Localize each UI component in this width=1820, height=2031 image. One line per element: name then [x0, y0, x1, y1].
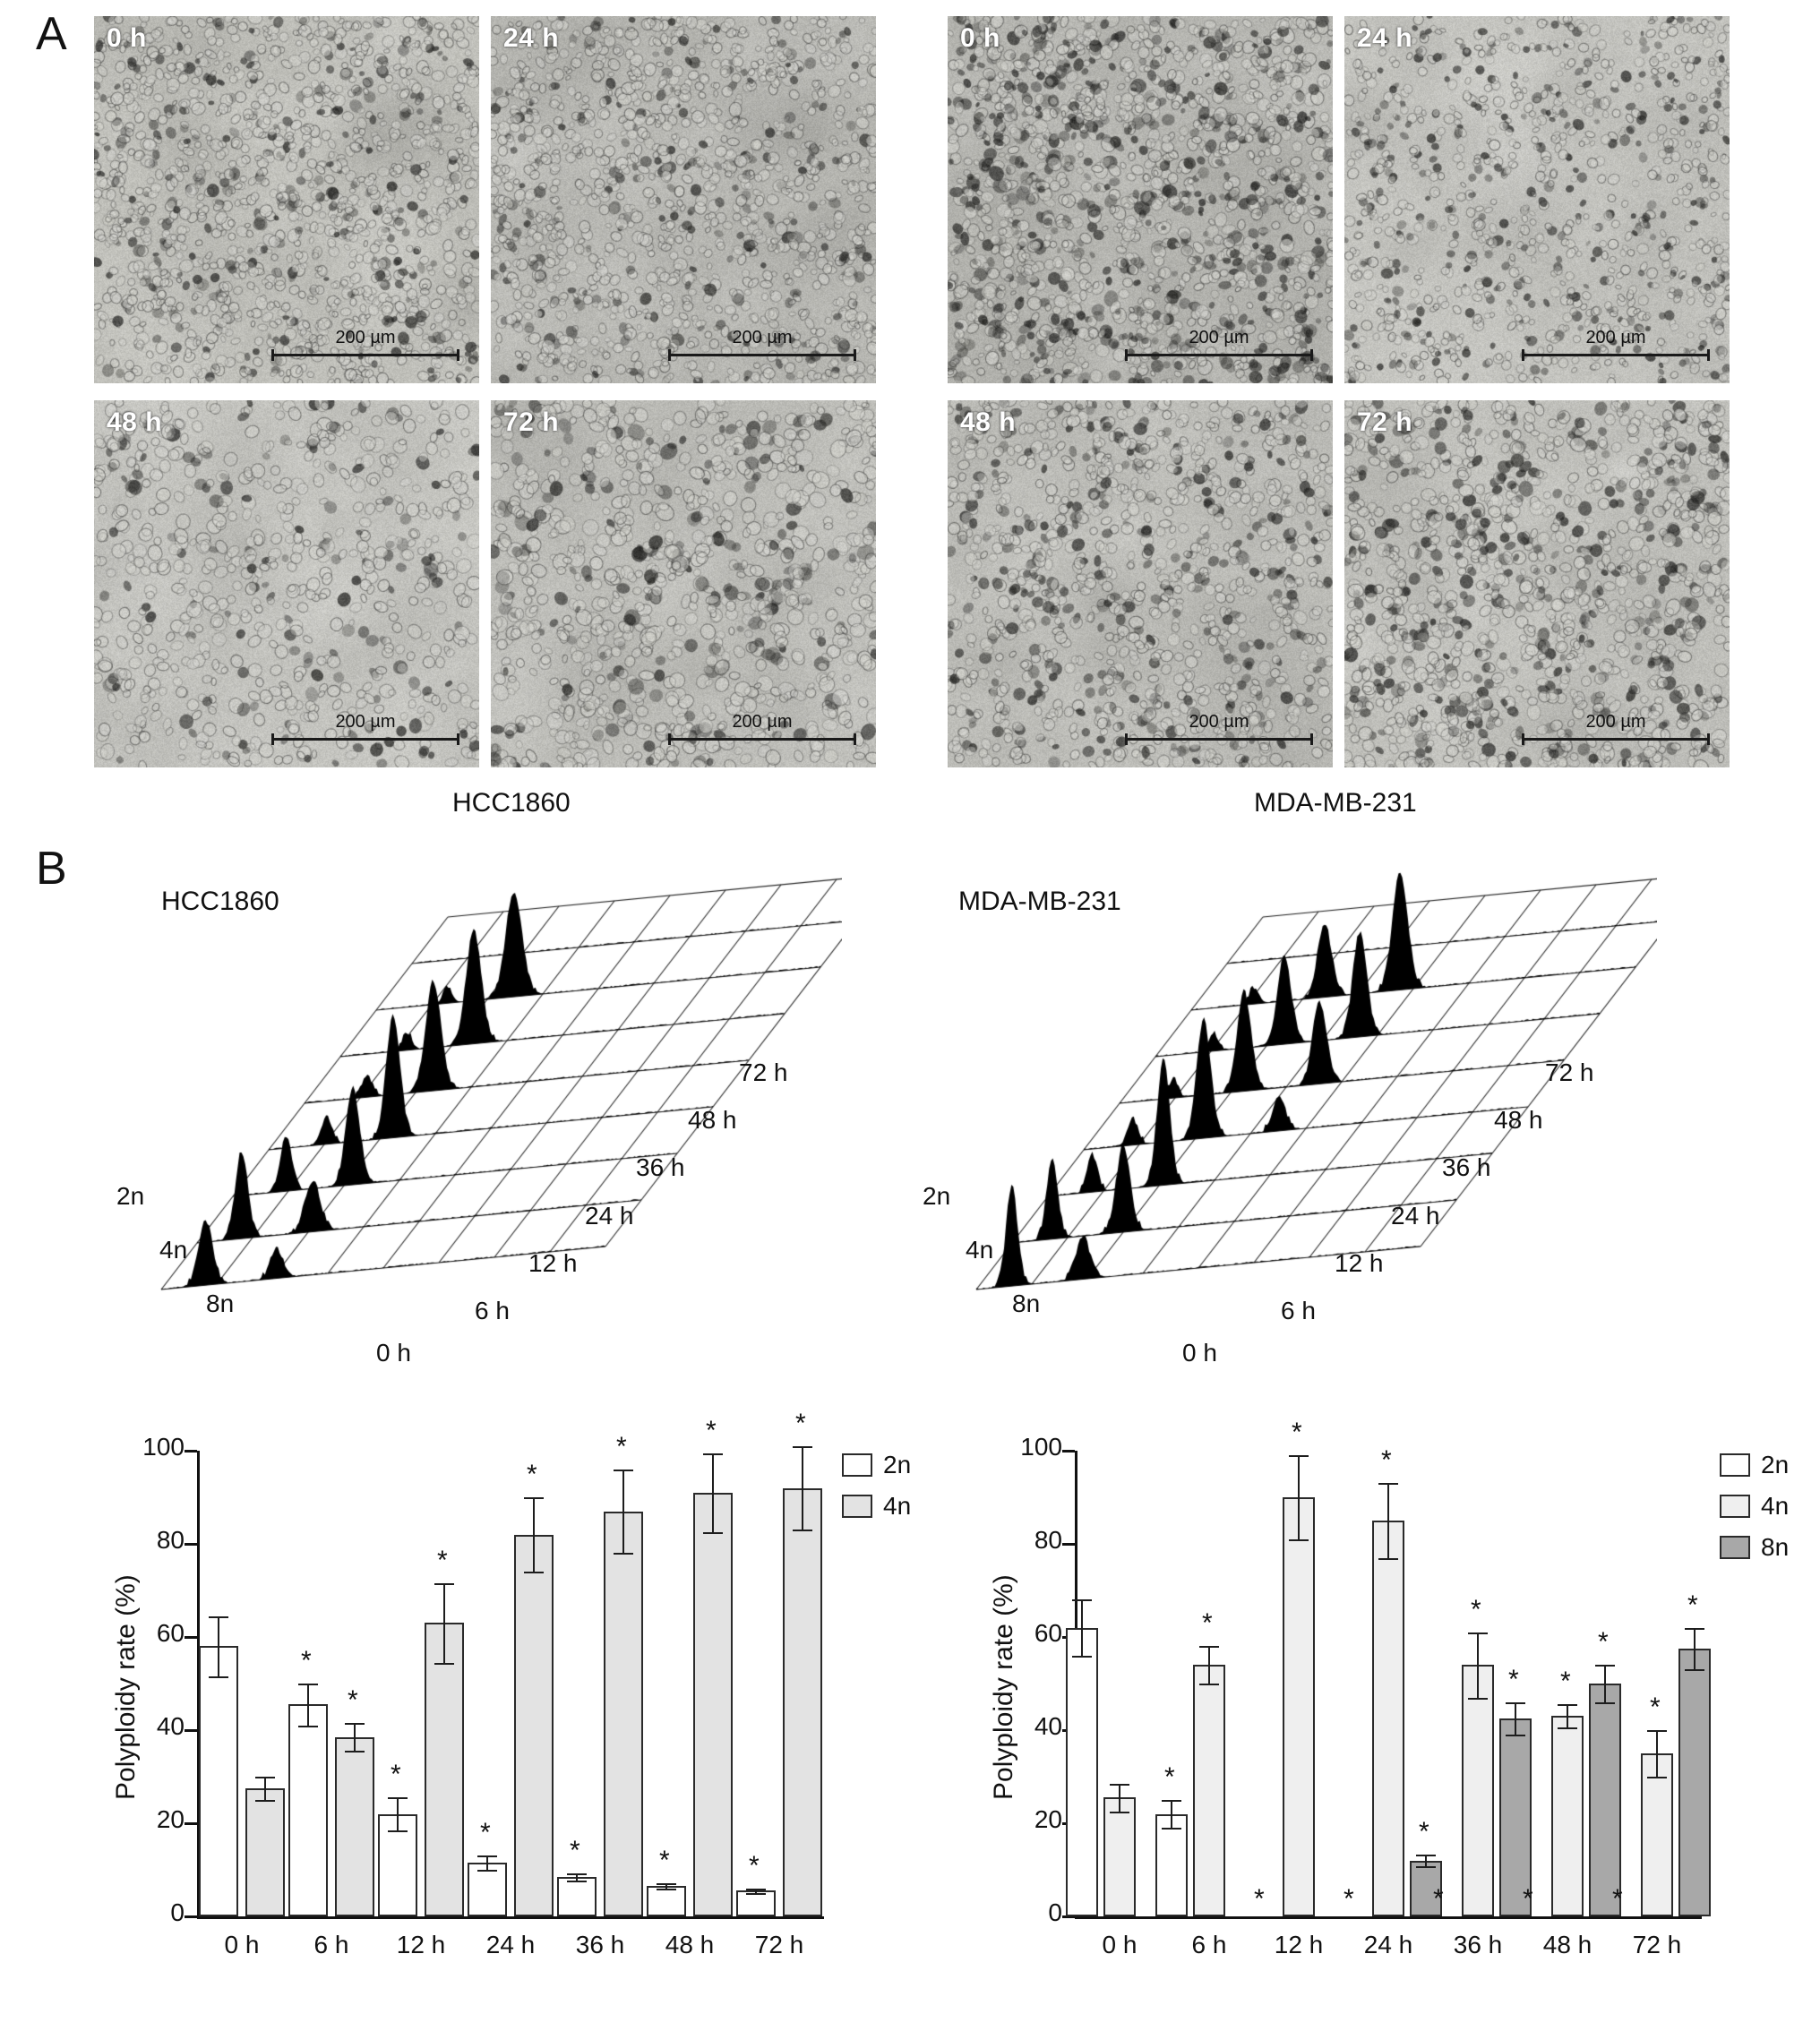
scale-bar [668, 329, 856, 360]
error-bar-cap [1110, 1812, 1129, 1813]
significance-marker: * [1419, 1817, 1429, 1847]
scale-bar-label: 200 µm [732, 328, 793, 347]
x-tick-label: 36 h [1453, 1931, 1503, 1958]
error-bar-cap [1506, 1735, 1525, 1736]
error-bar-cap [524, 1572, 544, 1573]
significance-marker: * [616, 1431, 627, 1461]
error-bar-cap [614, 1553, 633, 1555]
significance-marker: * [1164, 1762, 1175, 1792]
error-bar-cap [1072, 1656, 1092, 1658]
x-tick-label: 0 h [1102, 1931, 1138, 1958]
scale-bar-label: 200 µm [1585, 712, 1646, 732]
error-bar [1119, 1784, 1120, 1812]
error-bar-cap [524, 1497, 544, 1499]
error-bar [1656, 1730, 1658, 1777]
time-axis-36h: 36 h [1442, 1153, 1491, 1181]
scale-bar-label: 200 µm [335, 328, 396, 347]
error-bar-cap [657, 1889, 676, 1890]
error-bar-cap [1289, 1455, 1309, 1457]
error-bar-cap [567, 1873, 587, 1875]
legend-swatch [1720, 1536, 1750, 1559]
error-bar-cap [255, 1777, 275, 1778]
y-axis-title: Polyploidy rate (%) [111, 1574, 141, 1800]
x-tick-label: 12 h [1274, 1931, 1324, 1958]
significance-marker: * [749, 1850, 760, 1881]
timepoint-label: 72 h [1357, 407, 1413, 437]
significance-marker: * [570, 1835, 580, 1865]
time-axis-12h: 12 h [528, 1249, 578, 1277]
cellline-label-mdamb231: MDA-MB-231 [1254, 788, 1417, 818]
micrograph-hcc1860-24h [491, 16, 876, 383]
micrograph-hcc1860-72h [491, 400, 876, 767]
y-tick-mark [185, 1729, 197, 1732]
error-bar-cap [1558, 1704, 1577, 1706]
significance-marker: * [1598, 1627, 1609, 1658]
bar [1589, 1684, 1621, 1916]
error-bar [1298, 1455, 1300, 1539]
significance-marker: * [1650, 1692, 1661, 1722]
bar [425, 1623, 464, 1916]
significance-marker: * [659, 1846, 670, 1876]
error-bar-cap [345, 1723, 365, 1725]
error-bar-cap [1647, 1730, 1667, 1732]
y-tick-mark [1062, 1543, 1075, 1546]
timepoint-label: 24 h [1357, 23, 1413, 53]
x-axis [197, 1916, 824, 1919]
error-bar-cap [1685, 1628, 1704, 1630]
scale-bar [668, 713, 856, 744]
y-tick-label: 80 [156, 1526, 185, 1554]
y-tick-mark [185, 1915, 197, 1918]
legend-label: 2n [1761, 1451, 1790, 1478]
x-tick-label: 24 h [485, 1931, 536, 1958]
significance-marker: * [1508, 1664, 1519, 1694]
bar [557, 1877, 597, 1916]
error-bar-cap [209, 1616, 228, 1618]
y-tick-mark [185, 1543, 197, 1546]
error-bar [1477, 1633, 1479, 1698]
bar [1066, 1628, 1098, 1916]
time-axis-72h: 72 h [1545, 1058, 1594, 1086]
error-bar [622, 1470, 624, 1554]
error-bar-cap [1378, 1483, 1398, 1485]
significance-marker: * [1381, 1445, 1392, 1476]
error-bar [802, 1446, 803, 1530]
bar [1372, 1521, 1404, 1916]
error-bar-cap [1416, 1855, 1436, 1856]
error-bar [1694, 1628, 1696, 1670]
error-bar-cap [1199, 1646, 1219, 1648]
bar [1103, 1797, 1136, 1916]
bar [1551, 1716, 1584, 1916]
timepoint-label: 0 h [107, 23, 147, 53]
ploidy-axis-8n: 8n [1012, 1290, 1041, 1317]
y-tick-mark [1062, 1450, 1075, 1453]
scale-bar-label: 200 µm [732, 712, 793, 732]
scale-bar [1522, 329, 1710, 360]
error-bar-cap [1685, 1669, 1704, 1671]
bar [245, 1788, 285, 1916]
panel-a-letter: A [36, 8, 67, 60]
error-bar [264, 1777, 266, 1800]
bar [604, 1512, 643, 1916]
legend-item[interactable] [842, 1451, 911, 1479]
bar [1283, 1497, 1315, 1916]
ploidy-axis-8n: 8n [206, 1290, 235, 1317]
legend-swatch [842, 1453, 872, 1477]
error-bar-cap [1162, 1828, 1181, 1830]
legend-label: 4n [1761, 1492, 1790, 1520]
legend-item[interactable] [1720, 1451, 1789, 1479]
y-tick-label: 40 [1034, 1712, 1062, 1740]
significance-marker: * [301, 1646, 312, 1675]
x-tick-label: 24 h [1363, 1931, 1413, 1958]
error-bar-cap [388, 1797, 408, 1799]
error-bar-cap [434, 1663, 454, 1665]
significance-marker: * [1292, 1418, 1302, 1448]
error-bar [1171, 1800, 1172, 1828]
significance-marker: * [437, 1546, 448, 1576]
legend-item[interactable] [1720, 1492, 1789, 1521]
y-tick-label: 40 [156, 1712, 185, 1740]
micrograph-hcc1860-48h [94, 400, 479, 767]
timepoint-label: 24 h [503, 23, 560, 53]
error-bar [1567, 1704, 1568, 1727]
significance-marker: * [1202, 1608, 1213, 1639]
error-bar [1208, 1646, 1210, 1684]
micrograph-mdamb231-72h [1344, 400, 1730, 767]
chart-legend [1720, 1451, 1789, 1574]
x-tick-label: 6 h [313, 1931, 349, 1958]
error-bar-cap [477, 1870, 497, 1872]
significance-marker: * [1560, 1667, 1571, 1697]
y-tick-mark [185, 1636, 197, 1639]
x-tick-label: 48 h [1542, 1931, 1592, 1958]
error-bar-cap [1558, 1727, 1577, 1729]
significance-marker: * [1254, 1884, 1265, 1914]
significance-marker: * [1471, 1594, 1481, 1624]
time-axis-48h: 48 h [688, 1106, 737, 1134]
significance-marker: * [1612, 1884, 1623, 1914]
cellline-label-hcc1860: HCC1860 [452, 788, 571, 818]
ploidy-axis-2n: 2n [923, 1182, 951, 1210]
error-bar-cap [477, 1855, 497, 1857]
error-bar-cap [746, 1893, 766, 1895]
error-bar [218, 1616, 219, 1677]
legend-swatch [842, 1495, 872, 1518]
error-bar [1604, 1665, 1606, 1702]
error-bar-cap [703, 1453, 723, 1455]
legend-item[interactable] [842, 1492, 911, 1521]
time-axis-0h: 0 h [376, 1339, 411, 1367]
timepoint-label: 0 h [960, 23, 1000, 53]
time-axis-12h: 12 h [1335, 1249, 1384, 1277]
x-tick-label: 6 h [1191, 1931, 1227, 1958]
bar [1193, 1665, 1225, 1916]
ploidy-axis-2n: 2n [116, 1182, 145, 1210]
legend-item[interactable] [1720, 1533, 1789, 1562]
error-bar-cap [298, 1726, 318, 1727]
time-axis-24h: 24 h [585, 1202, 634, 1230]
bar-chart-hcc1860 [54, 1408, 912, 2015]
time-axis-0h: 0 h [1182, 1339, 1217, 1367]
error-bar [712, 1453, 714, 1532]
scale-bar [1125, 713, 1313, 744]
scale-bar [271, 329, 459, 360]
y-tick-label: 20 [156, 1805, 185, 1833]
y-tick-mark [185, 1450, 197, 1453]
timepoint-label: 48 h [107, 407, 163, 437]
x-tick-label: 48 h [665, 1931, 715, 1958]
y-axis-title: Polyploidy rate (%) [989, 1574, 1018, 1800]
error-bar-cap [703, 1532, 723, 1534]
time-axis-6h: 6 h [475, 1297, 510, 1324]
error-bar-cap [1468, 1633, 1488, 1634]
time-axis-6h: 6 h [1281, 1297, 1316, 1324]
error-bar-cap [746, 1889, 766, 1890]
x-tick-label: 36 h [575, 1931, 625, 1958]
error-bar-cap [1110, 1784, 1129, 1786]
error-bar-cap [1378, 1558, 1398, 1560]
x-tick-label: 72 h [1632, 1931, 1682, 1958]
y-tick-label: 60 [156, 1619, 185, 1647]
error-bar-cap [614, 1470, 633, 1471]
error-bar-cap [434, 1583, 454, 1585]
y-tick-label: 60 [1034, 1619, 1062, 1647]
micrograph-mdamb231-24h [1344, 16, 1730, 383]
y-tick-label: 0 [1048, 1898, 1062, 1926]
significance-marker: * [1687, 1590, 1698, 1620]
error-bar-cap [255, 1800, 275, 1802]
error-bar [443, 1583, 445, 1662]
error-bar-cap [1506, 1702, 1525, 1704]
error-bar [307, 1684, 309, 1726]
time-axis-36h: 36 h [636, 1153, 685, 1181]
legend-label: 2n [883, 1451, 912, 1478]
error-bar-cap [209, 1676, 228, 1678]
bar [288, 1704, 328, 1916]
error-bar-cap [793, 1446, 812, 1448]
significance-marker: * [1344, 1884, 1354, 1914]
significance-marker: * [348, 1685, 358, 1716]
error-bar-cap [567, 1881, 587, 1882]
legend-label: 4n [883, 1492, 912, 1520]
bar-chart-mdamb231 [914, 1415, 1809, 2015]
y-tick-label: 20 [1034, 1805, 1062, 1833]
panel-b [0, 842, 1820, 2031]
panel-b-letter: B [36, 843, 67, 895]
error-bar-cap [1595, 1665, 1615, 1667]
scale-bar [1125, 329, 1313, 360]
significance-marker: * [706, 1415, 717, 1445]
x-axis [1075, 1916, 1702, 1919]
error-bar-cap [793, 1530, 812, 1531]
legend-swatch [1720, 1453, 1750, 1477]
y-tick-label: 80 [1034, 1526, 1062, 1554]
scale-bar-label: 200 µm [335, 712, 396, 732]
error-bar-cap [298, 1684, 318, 1685]
bar [335, 1737, 374, 1916]
error-bar-cap [1468, 1698, 1488, 1700]
time-axis-72h: 72 h [739, 1058, 788, 1086]
bar [514, 1535, 554, 1916]
error-bar [1387, 1483, 1389, 1557]
significance-marker: * [480, 1818, 491, 1848]
error-bar [486, 1855, 488, 1870]
micrograph-mdamb231-0h [948, 16, 1333, 383]
scale-bar [1522, 713, 1710, 744]
error-bar-cap [388, 1830, 408, 1832]
time-axis-48h: 48 h [1494, 1106, 1543, 1134]
bar [1678, 1649, 1711, 1916]
chart-legend [842, 1451, 911, 1533]
bar [783, 1488, 822, 1916]
ploidy-axis-4n: 4n [966, 1236, 994, 1264]
error-bar [354, 1723, 356, 1751]
y-tick-mark [185, 1822, 197, 1825]
significance-marker: * [1433, 1884, 1444, 1914]
timepoint-label: 48 h [960, 407, 1017, 437]
scale-bar [271, 713, 459, 744]
timepoint-label: 72 h [503, 407, 560, 437]
x-tick-label: 0 h [224, 1931, 260, 1958]
error-bar-cap [657, 1883, 676, 1885]
scale-bar-label: 200 µm [1189, 712, 1249, 732]
error-bar [397, 1797, 399, 1830]
error-bar-cap [1289, 1539, 1309, 1541]
error-bar [533, 1497, 535, 1572]
micrograph-hcc1860-0h [94, 16, 479, 383]
legend-swatch [1720, 1495, 1750, 1518]
significance-marker: * [527, 1460, 537, 1489]
scale-bar-label: 200 µm [1189, 328, 1249, 347]
error-bar-cap [1595, 1702, 1615, 1704]
significance-marker: * [391, 1760, 401, 1790]
significance-marker: * [1523, 1884, 1533, 1914]
error-bar [1515, 1702, 1516, 1735]
y-tick-label: 100 [1020, 1433, 1062, 1461]
error-bar-cap [345, 1751, 365, 1752]
scale-bar-label: 200 µm [1585, 328, 1646, 347]
error-bar-cap [1072, 1599, 1092, 1601]
error-bar-cap [1416, 1866, 1436, 1868]
bar [199, 1646, 238, 1916]
error-bar [1081, 1599, 1083, 1655]
error-bar-cap [1162, 1800, 1181, 1802]
flow-plot-mdamb231 [923, 869, 1657, 1388]
time-axis-24h: 24 h [1391, 1202, 1440, 1230]
legend-label: 8n [1761, 1533, 1790, 1561]
panel-a [0, 0, 1820, 842]
y-tick-label: 0 [170, 1898, 185, 1926]
ploidy-axis-4n: 4n [159, 1236, 188, 1264]
error-bar-cap [1199, 1684, 1219, 1685]
bar [693, 1493, 733, 1916]
significance-marker: * [795, 1408, 806, 1438]
bar [1462, 1665, 1494, 1916]
x-tick-label: 12 h [396, 1931, 446, 1958]
y-tick-label: 100 [142, 1433, 185, 1461]
x-tick-label: 72 h [754, 1931, 804, 1958]
error-bar-cap [1647, 1777, 1667, 1778]
micrograph-mdamb231-48h [948, 400, 1333, 767]
flow-plot-hcc1860 [107, 869, 842, 1388]
